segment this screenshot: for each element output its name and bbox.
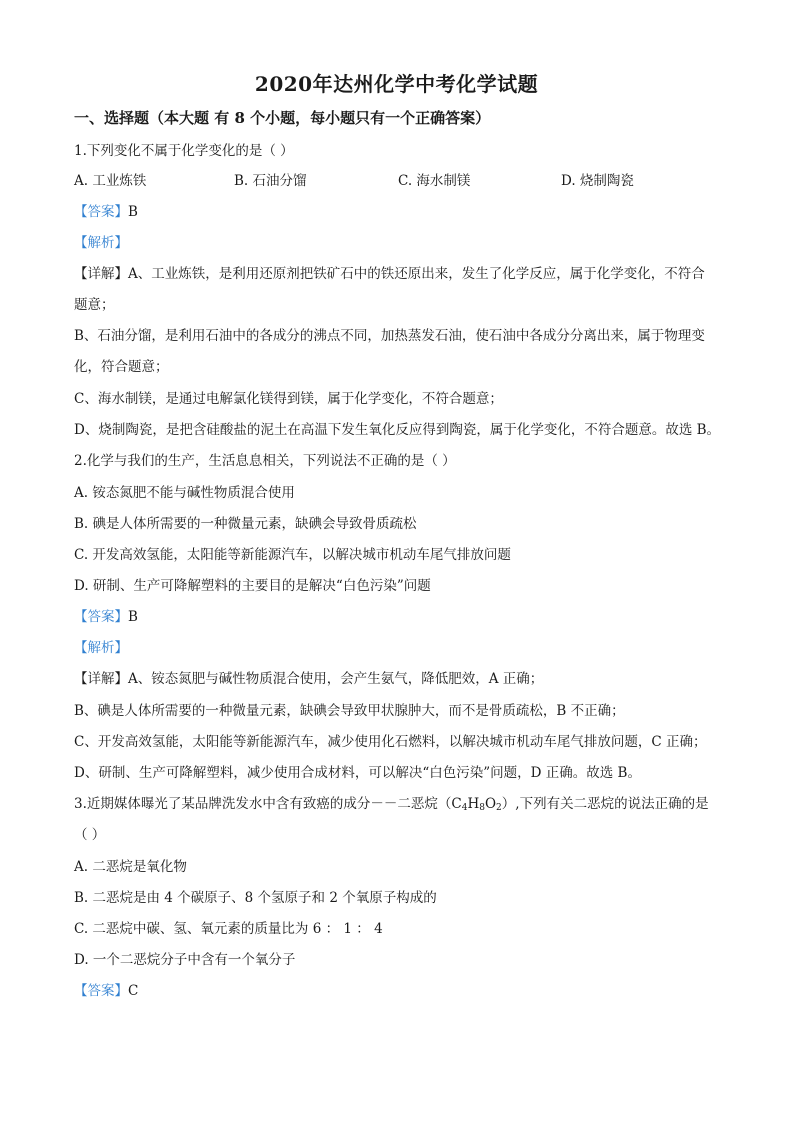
question-2-answer bbox=[74, 608, 138, 626]
answer-value: C bbox=[128, 983, 139, 999]
answer-tag: 【答案】 bbox=[74, 983, 128, 999]
question-2-analysis-tag: 【解析】 bbox=[74, 640, 128, 656]
stem-text-end: ）,下列有关二恶烷的说法正确的是 bbox=[501, 796, 709, 812]
stem-text-start: 3.近期媒体曝光了某品牌洗发水中含有致癌的成分－－二恶烷（C bbox=[74, 796, 462, 812]
question-2-option-b: B. 碘是人体所需要的一种微量元素，缺碘会导致骨质疏松 bbox=[74, 516, 417, 532]
question-2-option-c: C. 开发高效氢能，太阳能等新能源汽车，以解决城市机动车尾气排放问题 bbox=[74, 547, 511, 563]
detail-text: A、工业炼铁，是利用还原剂把铁矿石中的铁还原出来，发生了化学反应，属于化学变化，不符合 bbox=[128, 266, 705, 282]
answer-value: B bbox=[128, 204, 138, 220]
formula-subscript-o: 2 bbox=[496, 803, 502, 813]
question-1-detail-2-cont: 化，符合题意； bbox=[74, 359, 169, 375]
question-3-option-c: C. 二恶烷中碳、氢、氧元素的质量比为 6 ： 1 ： 4 bbox=[74, 921, 383, 937]
answer-tag: 【答案】 bbox=[74, 204, 128, 220]
question-1-detail-1-cont: 题意； bbox=[74, 297, 115, 313]
detail-tag: 【详解】 bbox=[74, 671, 128, 687]
question-1-detail-1 bbox=[74, 265, 705, 283]
question-1-detail-2: B、石油分馏，是利用石油中的各成分的沸点不同，加热蒸发石油，使石油中各成分分离出来，属于物理变 bbox=[74, 328, 705, 344]
question-1-option-c: C. 海水制镁 bbox=[398, 173, 471, 189]
formula-subscript-c: 4 bbox=[461, 803, 468, 813]
question-1-option-d: D. 烧制陶瓷 bbox=[561, 173, 634, 189]
question-1-analysis-tag: 【解析】 bbox=[74, 235, 128, 251]
question-2-detail-2: B、碘是人体所需要的一种微量元素，缺碘会导致甲状腺肿大，而不是骨质疏松，B 不正确； bbox=[74, 703, 625, 719]
formula-h: H bbox=[467, 796, 480, 812]
question-3-stem-cont: （ ） bbox=[74, 827, 106, 843]
formula-o: O bbox=[484, 796, 497, 812]
question-2-detail-3: C、开发高效氢能，太阳能等新能源汽车，减少使用化石燃料，以解决城市机动车尾气排放问题，C 正确； bbox=[74, 734, 707, 750]
answer-value: B bbox=[128, 609, 138, 625]
question-3-option-d: D. 一个二恶烷分子中含有一个氧分子 bbox=[74, 952, 296, 968]
question-1-answer bbox=[74, 203, 138, 221]
question-2-detail-4: D、研制、生产可降解塑料，减少使用合成材料，可以解决“白色污染”问题，D 正确。故选 B。 bbox=[74, 765, 641, 781]
page-title: 2020年达州化学中考化学试题 bbox=[254, 72, 539, 96]
question-3-stem bbox=[74, 795, 709, 817]
section-heading: 一、选择题（本大题 有 8 个小题，每小题只有一个正确答案） bbox=[74, 109, 491, 127]
question-2-option-a: A. 铵态氮肥不能与碱性物质混合使用 bbox=[74, 485, 295, 501]
question-1-detail-4: D、烧制陶瓷，是把含硅酸盐的泥土在高温下发生氧化反应得到陶瓷，属于化学变化，不符合题意。故选 B。 bbox=[74, 422, 721, 438]
question-3-option-b: B. 二恶烷是由 4 个碳原子、8 个氢原子和 2 个氧原子构成的 bbox=[74, 890, 437, 906]
question-1-stem: 1.下列变化不属于化学变化的是（ ） bbox=[74, 143, 294, 159]
answer-tag: 【答案】 bbox=[74, 609, 128, 625]
question-1-detail-3: C、海水制镁，是通过电解氯化镁得到镁，属于化学变化，不符合题意； bbox=[74, 391, 503, 407]
question-3-option-a: A. 二恶烷是氧化物 bbox=[74, 859, 187, 875]
detail-tag: 【详解】 bbox=[74, 266, 128, 282]
question-1-option-a: A. 工业炼铁 bbox=[74, 173, 147, 189]
question-3-answer bbox=[74, 982, 138, 1000]
question-1-option-b: B. 石油分馏 bbox=[234, 173, 307, 189]
question-2-stem: 2.化学与我们的生产，生活息息相关，下列说法不正确的是（ ） bbox=[74, 453, 456, 469]
detail-text: A、铵态氮肥与碱性物质混合使用，会产生氨气，降低肥效，A 正确； bbox=[128, 671, 544, 687]
formula-subscript-h: 8 bbox=[479, 803, 485, 813]
question-2-detail-1 bbox=[74, 670, 543, 688]
question-2-option-d: D. 研制、生产可降解塑料的主要目的是解决“白色污染”问题 bbox=[74, 578, 431, 594]
